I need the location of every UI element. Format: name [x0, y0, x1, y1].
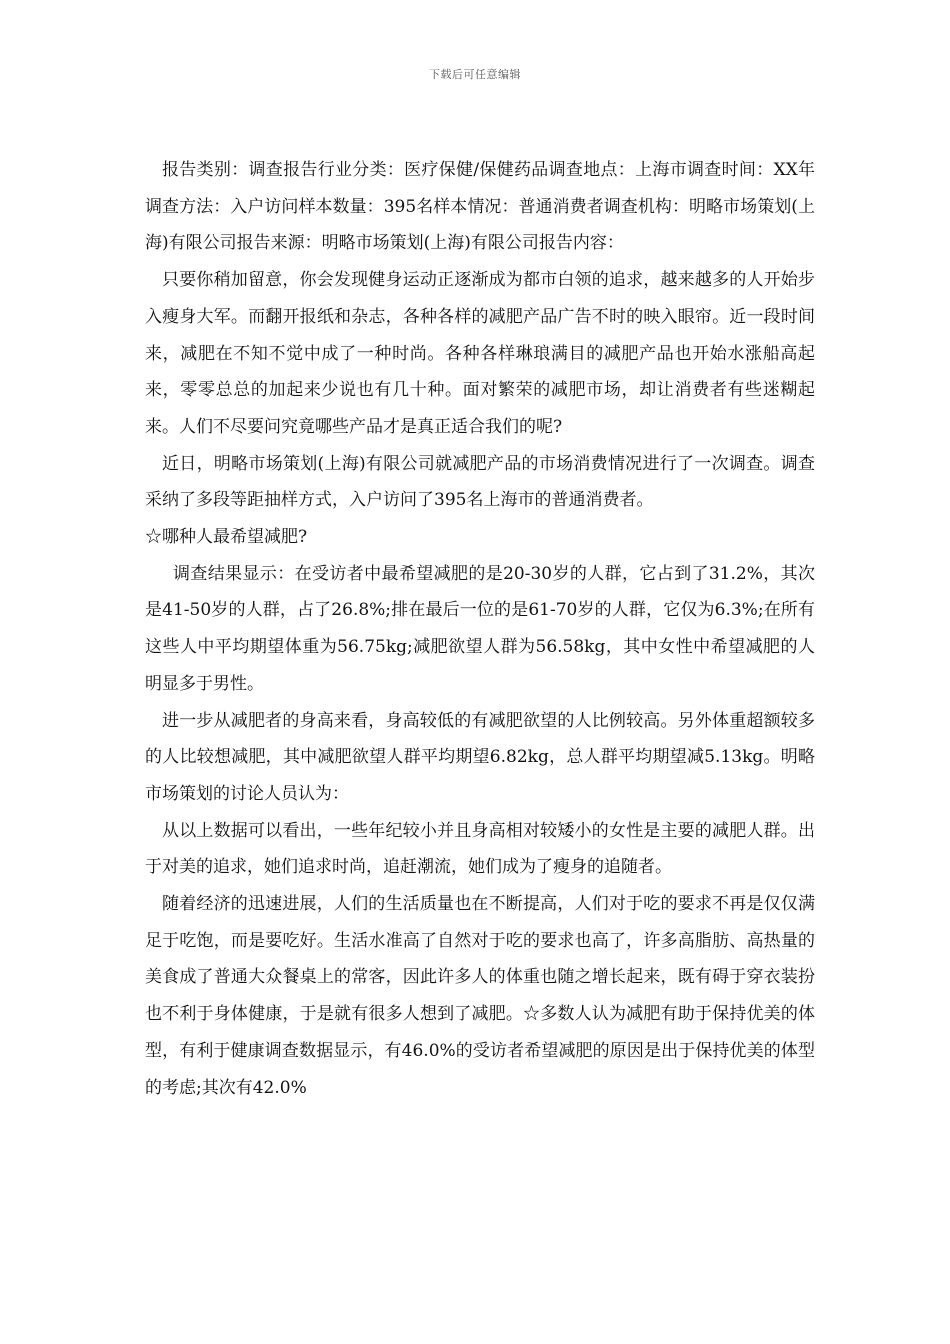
paragraph-survey: 近日，明略市场策划(上海)有限公司就减肥产品的市场消费情况进行了一次调查。调查采纳了多段等距抽样方式，入户访问了395名上海市的普通消费者。 [145, 453, 815, 511]
paragraph-report-info: 报告类别：调查报告行业分类：医疗保健/保健药品调查地点：上海市调查时间：XX年调查方法：入户访问样本数量：395名样本情况：普通消费者调查机构：明略市场策划(上海)有限公司报告来源：明略市场策划(上海)有限公司报告内容： [145, 160, 815, 254]
paragraph-results: 调查结果显示：在受访者中最希望减肥的是20-30岁的人群，它占到了31.2%，其次是41-50岁的人群，占了26.8%;排在最后一位的是61-70岁的人群，它仅为6.3%;在所有这些人中平均期望体重为56.75kg;减肥欲望人群为56.58kg，其中女性中希望减肥的人明显多于男性。 [145, 563, 815, 694]
page-header: 下载后可任意编辑 [429, 68, 521, 81]
paragraph-intro: 只要你稍加留意，你会发现健身运动正逐渐成为都市白领的追求，越来越多的人开始步入瘦身大军。而翻开报纸和杂志，各种各样的减肥产品广告不时的映入眼帘。近一段时间来，减肥在不知不觉中成了一种时尚。各种各样琳琅满目的减肥产品也开始水涨船高起来，零零总总的加起来少说也有几十种。面对繁荣的减肥市场，却让消费者有些迷糊起来。人们不尽要问究竟哪些产品才是真正适合我们的呢? [145, 270, 815, 437]
document-body [145, 152, 815, 1106]
paragraph-conclusion: 从以上数据可以看出，一些年纪较小并且身高相对较矮小的女性是主要的减肥人群。出于对美的追求，她们追求时尚，追赶潮流，她们成为了瘦身的追随者。 [145, 820, 815, 878]
paragraph-economy: 随着经济的迅速进展，人们的生活质量也在不断提高，人们对于吃的要求不再是仅仅满足于吃饱，而是要吃好。生活水准高了自然对于吃的要求也高了，许多高脂肪、高热量的美食成了普通大众餐桌上的常客，因此许多人的体重也随之增长起来，既有碍于穿衣装扮也不利于身体健康，于是就有很多人想到了减肥。☆多数人认为减肥有助于保持优美的体型，有利于健康调查数据显示，有46.0%的受访者希望减肥的原因是出于保持优美的体型的考虑;其次有42.0% [145, 894, 815, 1098]
section-heading-who: ☆哪种人最希望减肥? [145, 527, 308, 548]
paragraph-height: 进一步从减肥者的身高来看，身高较低的有减肥欲望的人比例较高。另外体重超额较多的人比较想减肥，其中减肥欲望人群平均期望6.82kg，总人群平均期望减5.13kg。明略市场策划的讨论人员认为： [145, 710, 815, 804]
